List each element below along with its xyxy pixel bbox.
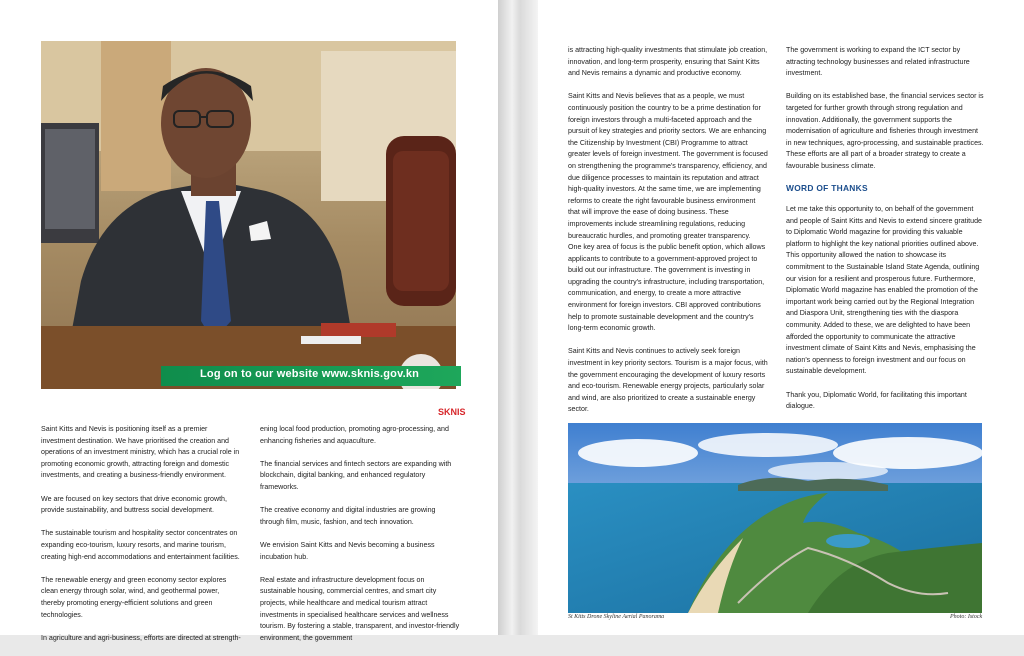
paragraph: ening local food production, promoting agro-processing, and enhancing fisheries and aquaculture. — [260, 425, 449, 445]
right-page-column-2 — [786, 45, 984, 184]
paragraph: The government is working to expand the ICT sector by attracting technology businesses and related infrastructure investment. — [786, 46, 970, 78]
paragraph: One key area of focus is the public benefit option, which allows applicants to contribute to a government-approved project to build out our infrastructure. The government is investing in upgrading the country's infrastructure, including transportation, communication, and energy, to create a more attractive environment for foreign investors. CBI approved contributions help to promote sustainable development and the country's long-term economic growth. — [568, 243, 766, 333]
paragraph: Real estate and infrastructure development focus on sustainable housing, commercial centres, and smart city projects, while healthcare and medical tourism attract investments in specialised healthcare services and wellness tourism. By fostering a stable, transparent, and investor-friendly environment, the government — [260, 575, 460, 642]
paragraph: Saint Kitts and Nevis believes that as a people, we must continuously position the country to be a prime destination for foreign investors through a multi-faceted approach and the pursuit of key strategies and priority sectors. We are enhancing the Citizenship by Investment (CBI) Programme to attract greater levels of foreign investment. The government is focused on strengthening the programme's transparency, efficiency, and due diligence processes to maintain its reputation and attract high-quality investors. At the same time, we are implementing reforms to create the right favourable business environment that will improve the ease of doing business. These improvements include streamlining regulations, reducing bureaucratic hurdles, and promoting greater transparency. — [568, 92, 768, 240]
portrait-photo — [41, 41, 466, 417]
sknis-logo: SKNIS — [438, 407, 466, 417]
paragraph: Saint Kitts and Nevis is positioning itself as a premier investment destination. We have prioritised the creation and operations of an investment ministry, which has a crucial role in promoting economic growth, attracting foreign and domestic investments, and creating a business-friendly environment. — [41, 425, 240, 480]
paragraph: The sustainable tourism and hospitality sector concentrates on expanding eco-tourism, luxury resorts, and marine tourism, creating high-end accommodations and entertainment facilities. — [41, 529, 240, 561]
aerial-panorama-photo — [568, 423, 982, 613]
right-page-column-1 — [568, 45, 768, 428]
paragraph: In agriculture and agri-business, efforts are directed at strength- — [41, 633, 241, 642]
paragraph: Building on its established base, the financial services sector is targeted for further growth through strong regulation and innovation. Additionally, the government supports the modernisation of agriculture and fisheries through investment in new techniques, agro-processing, and sustainable practices. These efforts are all part of a broader strategy to create a favourable business climate. — [786, 92, 984, 170]
paragraph: The renewable energy and green economy sector explores clean energy through solar, wind, and geothermal power, thereby promoting energy-efficient solutions and green technologies. — [41, 575, 227, 619]
paragraph: Thank you, Diplomatic World, for facilitating this important dialogue. — [786, 390, 967, 411]
right-page-column-2-thanks — [786, 204, 984, 424]
left-page-column-1 — [41, 424, 241, 656]
right-page — [538, 0, 1024, 635]
paragraph: is attracting high-quality investments that stimulate job creation, innovation, and long-term prosperity, ensuring that Saint Kitts and Nevis remains a dynamic and productive economy. — [568, 46, 768, 78]
photo-credit: Photo: Istock — [950, 614, 983, 620]
paragraph: Saint Kitts and Nevis continues to actively seek foreign investment in key priority sectors. Tourism is a major focus, with the government encouraging the development of luxury resorts and eco-tourism. Renewable energy projects, particularly solar and wind, are also prioritized to create a sustainable energy sector. — [568, 347, 768, 414]
paragraph: We envision Saint Kitts and Nevis becoming a business incubation hub. — [260, 540, 435, 561]
left-page — [0, 0, 498, 642]
website-banner-text: Log on to our website www.sknis.gov.kn — [200, 368, 420, 380]
paragraph: Let me take this opportunity to, on behalf of the government and people of Saint Kitts and Nevis to extend sincere gratitude to Diplomatic World magazine for providing this valuable platform to highlight the key national priorities outlined above. This opportunity allowed the nation to showcase its commitment to the Sustainable Island State Agenda, outlining our vision for a resilient and prosperous future. Furthermore, Diplomatic World magazine has enabled the promotion of the important work being carried out by the Regional Integration and Diaspora Unit, strengthening ties with the diaspora community. Added to these, we are delighted to have been afforded the opportunity to communicate the attractive investment climate of Saint Kitts and Nevis, emphasising the nation's openness to foreign investment and our focus on sustainable development. — [786, 205, 982, 376]
photo-caption: St Kitts Drone Skyline Aerial Panorama — [568, 614, 665, 620]
paragraph: The financial services and fintech sectors are expanding with blockchain, digital banking, and enhanced regulatory frameworks. — [260, 459, 452, 491]
word-of-thanks-heading: WORD OF THANKS — [786, 183, 868, 193]
paragraph: The creative economy and digital industries are growing through film, music, fashion, and tech innovation. — [260, 506, 436, 526]
paragraph: We are focused on key sectors that drive economic growth, provide sustainability, and buttress social development. — [41, 494, 227, 515]
left-page-column-2 — [260, 424, 460, 656]
page-gutter — [498, 0, 538, 635]
